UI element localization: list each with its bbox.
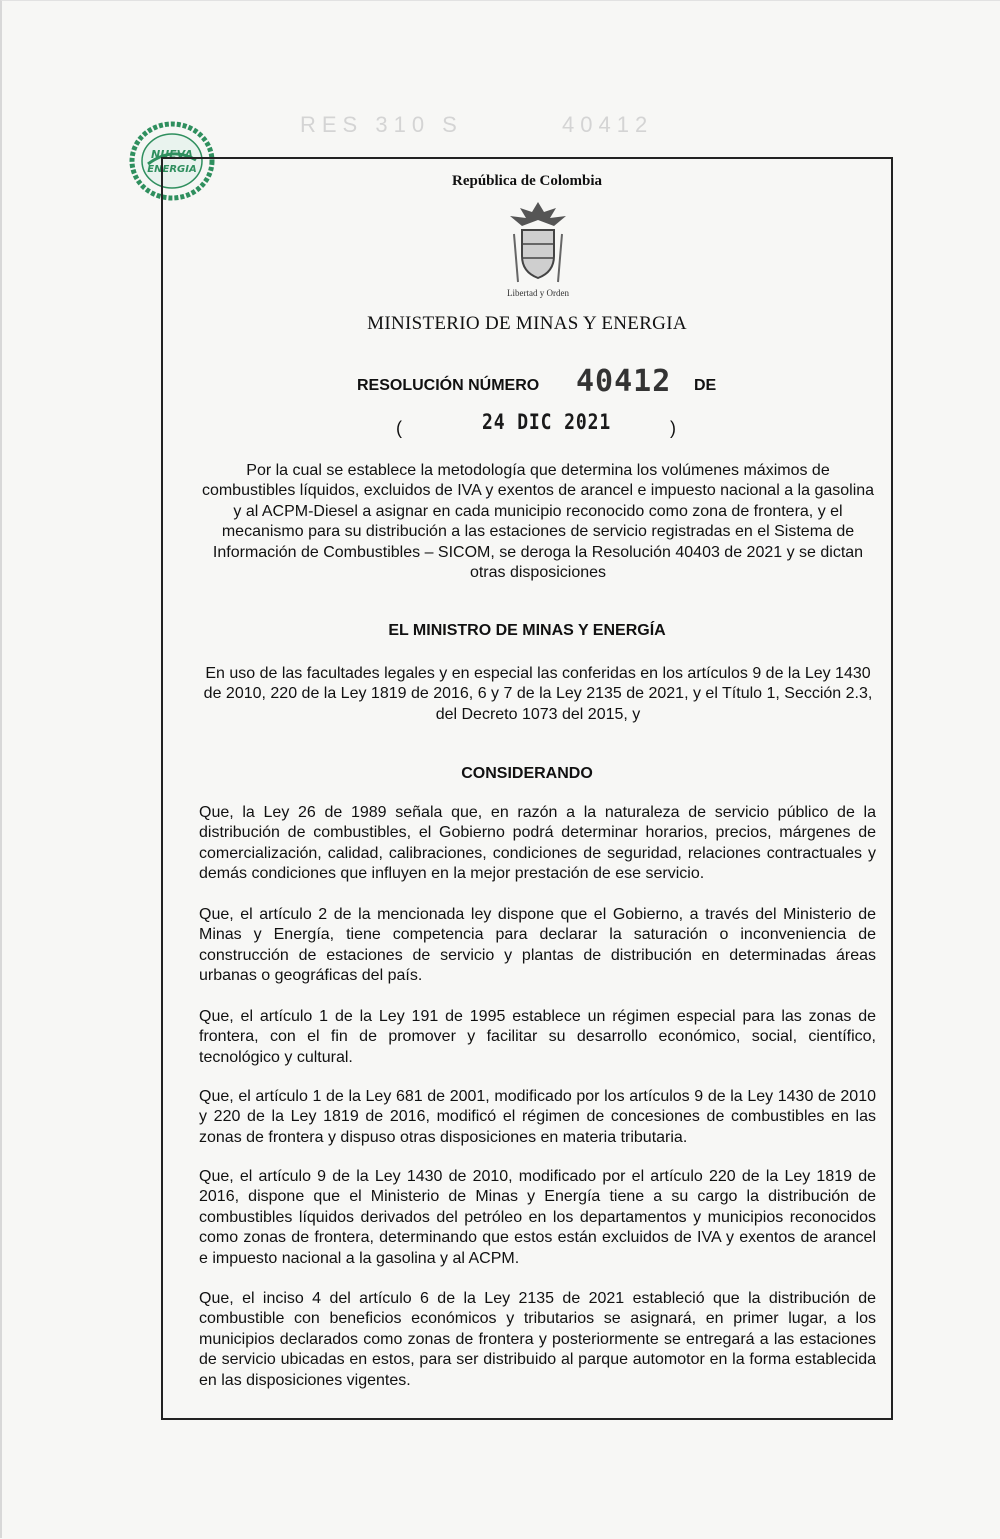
coat-of-arms-icon [502, 198, 574, 302]
authority-intro: En uso de las facultades legales y en especial las conferidas en los artículos 9 de la Ley 1430 de 2010, 220 de la Ley 1819 de 2016, 6 y 7 de la Ley 2135 de 2021, y el Título 1, Sección 2.3, del Decreto 1073 del 2015, y [203, 665, 873, 723]
authority-heading: EL MINISTRO DE MINAS Y ENERGÍA [388, 622, 666, 639]
resolution-label: RESOLUCIÓN NÚMERO [357, 377, 540, 394]
considerando-paragraph: Que, el artículo 1 de la Ley 681 de 2001, modificado por los artículos 9 de la Ley 1430 de 2010 y 220 de la Ley 1819 de 2016, modificó el régimen de concesiones de combustibles en las zonas de frontera y dispuso otras disposiciones en materia tributaria. [199, 1088, 876, 1146]
svg-text:NUEVA: NUEVA [151, 148, 193, 161]
considerando-paragraph: Que, el artículo 9 de la Ley 1430 de 2010, modificado por el artículo 220 de la Ley 1819 de 2016, dispone que el Ministerio de Minas y Energía tiene a su cargo la distribución de combustibles líquidos derivados del petróleo en los departamentos y municipios reconocidos como zonas de frontera, determinando que estos están excluidos de IVA y exentos de arancel e impuesto nacional a la gasolina y al ACPM. [199, 1168, 876, 1267]
date-paren-open: ( [396, 418, 402, 438]
considerando-paragraph: Que, el artículo 2 de la mencionada ley dispone que el Gobierno, a través del Ministerio de Minas y Energía, tiene competencia para declarar la saturación o inconveniencia de construcción de estaciones de servicio y plantas de distribución en determinadas áreas urbanas o geográficas del país. [199, 906, 876, 985]
date-stamp: 24 DIC 2021 [482, 410, 612, 434]
date-paren-close: ) [670, 418, 676, 438]
resolution-de-label: DE [694, 377, 717, 394]
ministry-heading: MINISTERIO DE MINAS Y ENERGIA [367, 313, 687, 334]
resolution-number-stamp: 40412 [576, 364, 672, 399]
faint-bleedthrough-header [300, 112, 720, 142]
svg-text:ENERGIA: ENERGIA [147, 164, 197, 175]
faint-header-right: 40412 [562, 112, 654, 137]
considerando-paragraph: Que, el artículo 1 de la Ley 191 de 1995 establece un régimen especial para las zonas de frontera, con el fin de promover y facilitar su desarrollo económico, social, científico, tecnológico y cultural. [199, 1008, 876, 1066]
republic-heading: República de Colombia [451, 173, 602, 189]
considerando-heading: CONSIDERANDO [461, 765, 593, 782]
faint-header-left: RES 310 S [300, 112, 463, 137]
motto-text: Libertad y Orden [507, 288, 569, 298]
considerando-paragraph: Que, el inciso 4 del artículo 6 de la Ley 2135 de 2021 estableció que la distribución de combustible con beneficios económicos y tributarios se asignará, en primer lugar, a los municipios declarados como zonas de frontera y posteriormente se entregará a las estaciones de servicio ubicadas en estos, para ser distribuido al parque automotor en la forma establecida en las disposiciones vigentes. [199, 1290, 876, 1389]
resolution-title: Por la cual se establece la metodología que determina los volúmenes máximos de combustibles líquidos, excluidos de IVA y exentos de arancel e impuesto nacional a la gasolina y al ACPM-Diesel a asignar en cada municipio reconocido como zona de frontera, y el mecanismo para su distribución a las estaciones de servicio registradas en el Sistema de Información de Combustibles – SICOM, se deroga la Resolución 40403 de 2021 y se dictan otras disposiciones [201, 462, 875, 582]
considerando-paragraph: Que, la Ley 26 de 1989 señala que, en razón a la naturaleza de servicio público de la distribución de combustibles, el Gobierno podrá determinar horarios, precios, márgenes de comercialización, calidad, calibraciones, condiciones de seguridad, relaciones contractuales y demás condiciones que influyen en la mejor prestación de ese servicio. [199, 804, 876, 883]
